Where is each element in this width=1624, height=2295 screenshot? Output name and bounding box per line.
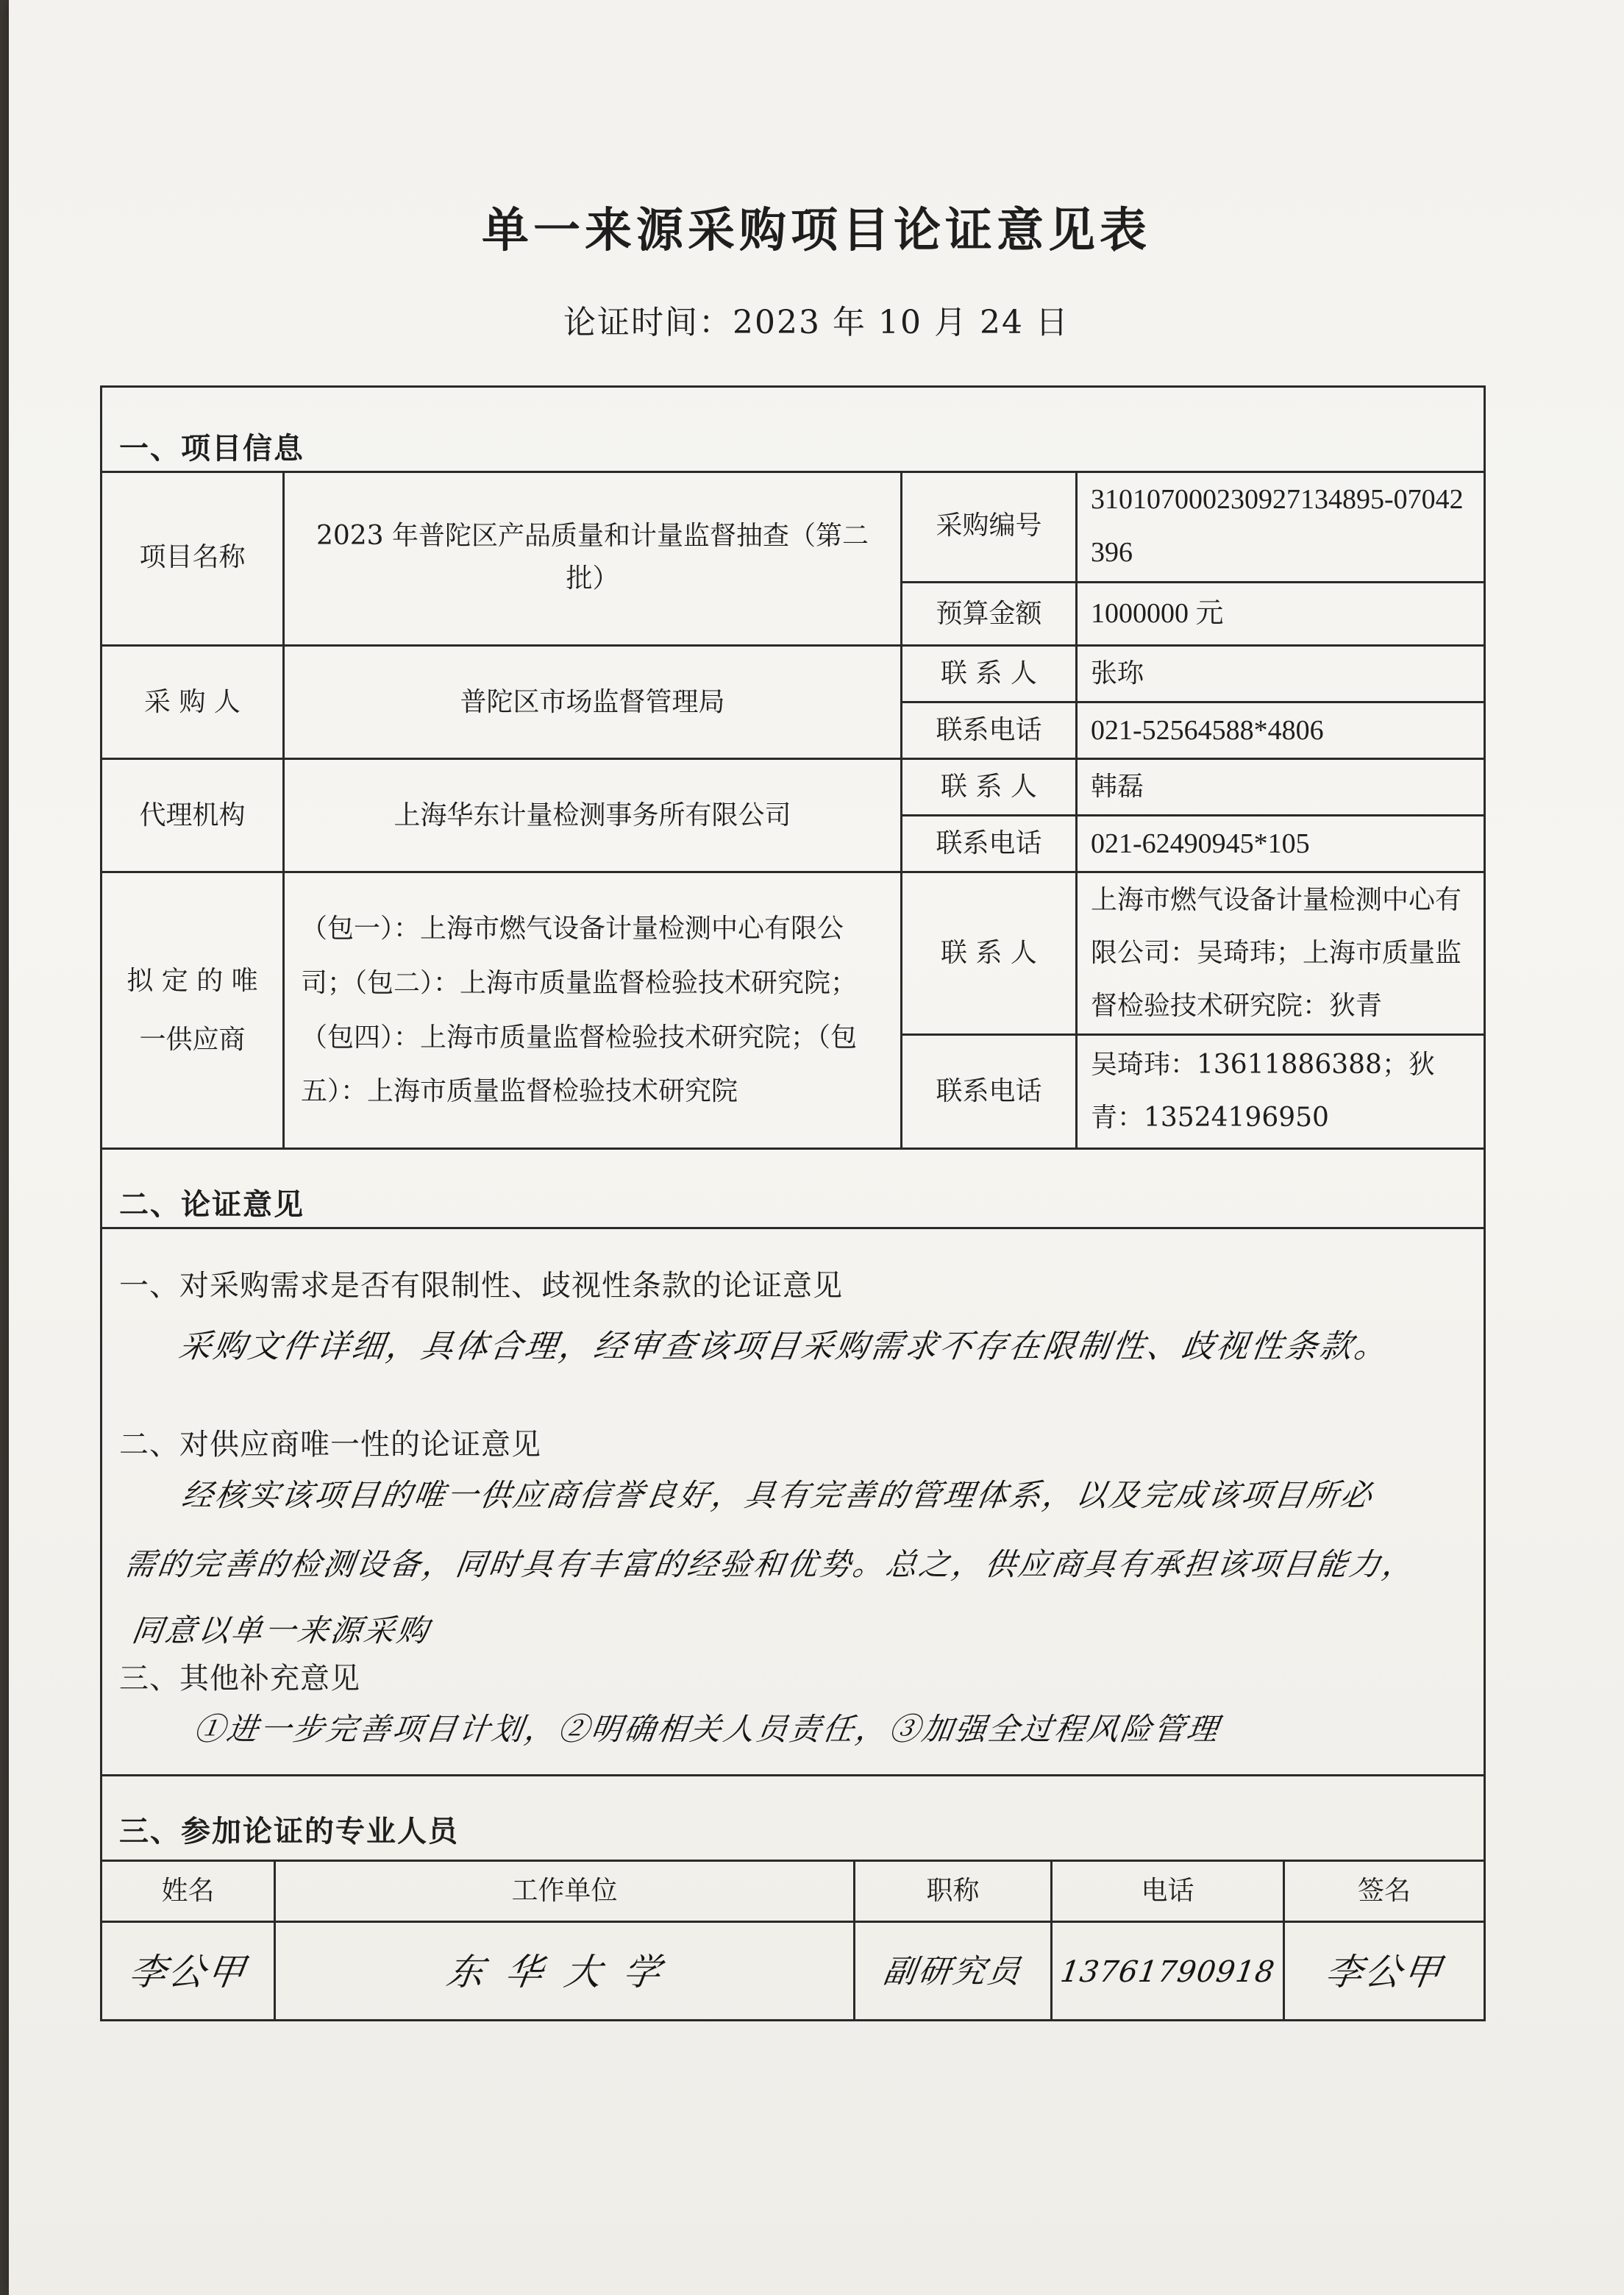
agency-value: 上海华东计量检测事务所有限公司 [393, 800, 791, 830]
question-supplier-uniqueness: 二、对供应商唯一性的论证意见 [119, 1428, 541, 1462]
date-line: 论证时间：2023 年 10 月 24 日 [563, 304, 1069, 341]
procurement-no-label: 采购编号 [936, 510, 1042, 541]
supplier-phone-value: 吴琦玮：13611886388；狄青：13524196950 [1091, 1050, 1435, 1133]
agency-contact-value: 韩磊 [1091, 772, 1144, 803]
header-name: 姓名 [161, 1876, 215, 1907]
header-phone: 电话 [1141, 1876, 1194, 1907]
purchaser-phone-label: 联系电话 [936, 715, 1042, 746]
expert-name: 李公甲 [126, 1951, 250, 1993]
project-name-label: 项目名称 [139, 542, 246, 573]
supplier-contact-label: 联 系 人 [941, 938, 1037, 969]
handwritten-answer-1: 采购文件详细，具体合理，经审查该项目采购需求不存在限制性、歧视性条款。 [176, 1328, 1392, 1365]
supplier-contact-value: 上海市燃气设备计量检测中心有限公司：吴琦玮；上海市质量监督检验技术研究院：狄青 [1091, 885, 1462, 1021]
question-other-opinions: 三、其他补充意见 [119, 1662, 360, 1696]
agency-phone-value: 021-62490945*105 [1091, 828, 1310, 859]
section-project-info-heading: 一、项目信息 [119, 431, 304, 466]
purchaser-label: 采 购 人 [144, 686, 241, 717]
document-sheet [9, 0, 1624, 2295]
divider [100, 1774, 1486, 1776]
question-restrictive-terms: 一、对采购需求是否有限制性、歧视性条款的论证意见 [119, 1269, 843, 1303]
budget-label: 预算金额 [936, 598, 1042, 629]
divider [100, 1148, 1486, 1150]
divider [100, 1227, 1486, 1229]
expert-phone: 13761790918 [1058, 1955, 1278, 1989]
section-experts-heading: 三、参加论证的专业人员 [119, 1814, 459, 1849]
agency-phone-label: 联系电话 [936, 828, 1042, 859]
agency-contact-label: 联 系 人 [941, 772, 1037, 803]
purchaser-contact-value: 张珎 [1091, 658, 1144, 689]
purchaser-phone-value: 021-52564588*4806 [1091, 714, 1324, 746]
expert-signature: 李公甲 [1322, 1951, 1446, 1993]
purchaser-value: 普陀区市场监督管理局 [460, 686, 725, 717]
agency-label: 代理机构 [139, 800, 246, 830]
handwritten-answer-2-line-1: 经核实该项目的唯一供应商信誉良好，具有完善的管理体系，以及完成该项目所必 [179, 1477, 1377, 1513]
handwritten-answer-3: ①进一步完善项目计划，②明确相关人员责任，③加强全过程风险管理 [191, 1711, 1223, 1747]
header-organization: 工作单位 [511, 1876, 618, 1907]
handwritten-answer-2-line-2: 需的完善的检测设备，同时具有丰富的经验和优势。总之，供应商具有承担该项目能力， [122, 1546, 1419, 1582]
header-title: 职称 [926, 1876, 980, 1907]
expert-organization: 东华大学 [444, 1951, 685, 1993]
procurement-no-value: 310107000230927134895-07042396 [1091, 483, 1464, 568]
section-opinion-heading: 二、论证意见 [119, 1187, 304, 1222]
budget-value: 1000000 元 [1091, 598, 1224, 630]
handwritten-answer-2-line-3: 同意以单一来源采购 [129, 1612, 433, 1648]
project-name-value: 2023 年普陀区产品质量和计量监督抽查（第二批） [316, 521, 869, 594]
document-title: 单一来源采购项目论证意见表 [482, 203, 1151, 258]
purchaser-contact-label: 联 系 人 [941, 658, 1037, 689]
supplier-label: 拟 定 的 唯一供应商 [127, 966, 258, 1055]
supplier-phone-label: 联系电话 [936, 1076, 1042, 1107]
expert-title: 副研究员 [881, 1952, 1025, 1990]
header-signature: 签名 [1357, 1876, 1411, 1907]
supplier-value: （包一）：上海市燃气设备计量检测中心有限公司；（包二）：上海市质量监督检验技术研究院；（包四）：上海市质量监督检验技术研究院；（包五）：上海市质量监督检验技术研究院 [301, 913, 858, 1107]
